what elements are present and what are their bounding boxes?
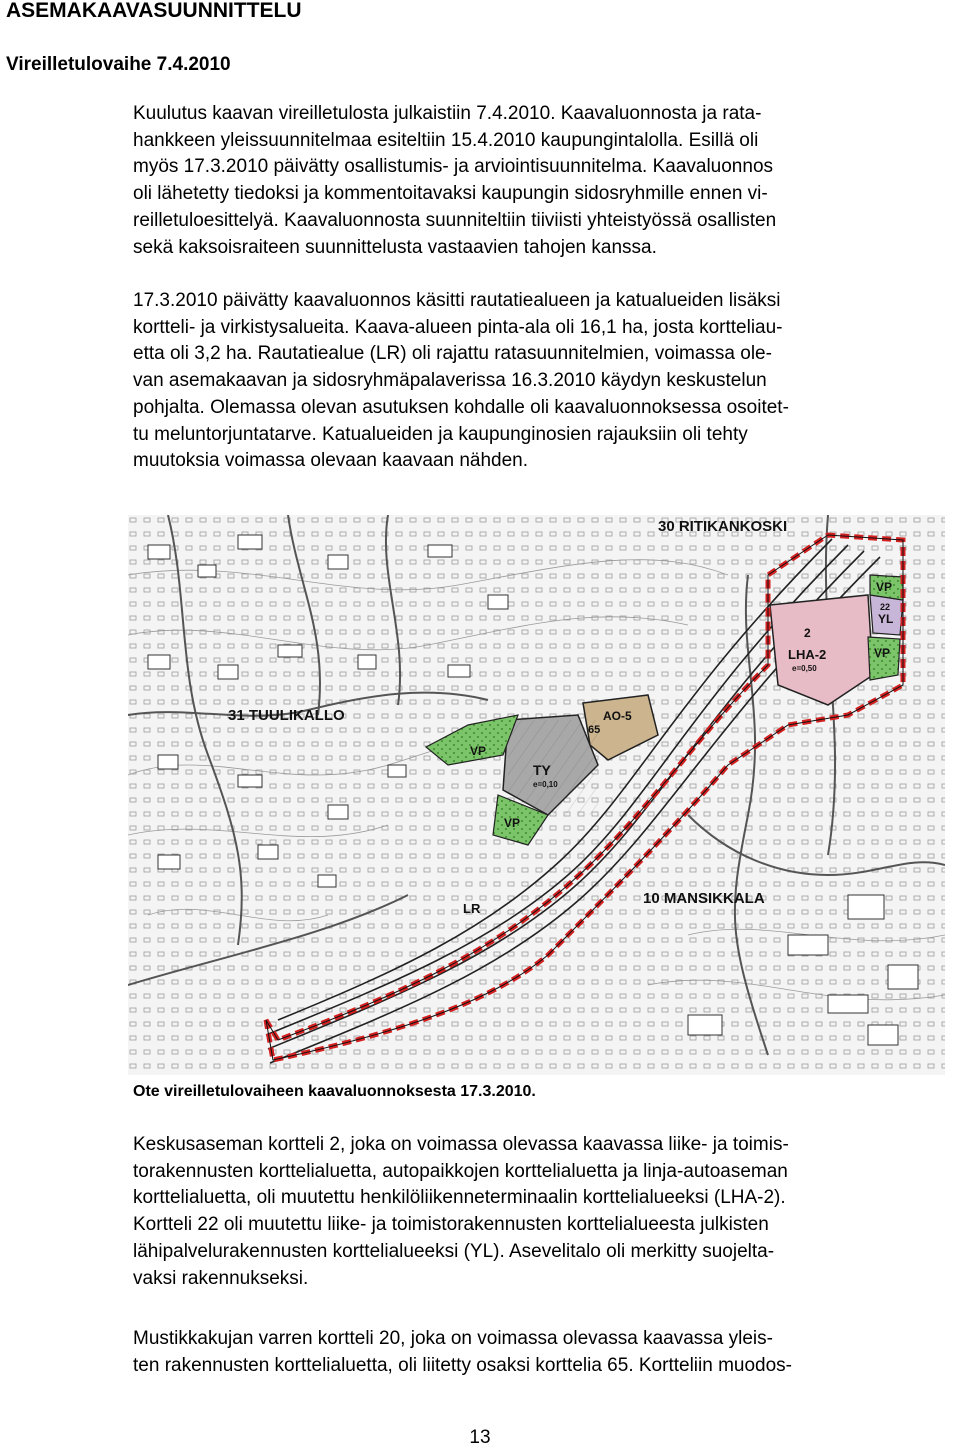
zone-label-vp-ne: VP — [876, 580, 893, 594]
district-label-mansikkala: 10 MANSIKKALA — [643, 890, 765, 907]
zone-label-lha2-efficiency: e=0,50 — [792, 664, 817, 673]
zone-label-ty: TY — [533, 762, 551, 778]
zone-label-lr: LR — [463, 901, 481, 916]
text-line: oli lähetetty tiedoksi ja kommentoitavaksi kaupungin sidosryhmille ennen vi- — [133, 183, 768, 205]
text-line: Mustikkakujan varren kortteli 20, joka on voimassa olevassa kaavassa yleis- — [133, 1328, 773, 1349]
text-line: Keskusaseman kortteli 2, joka on voimassa olevassa kaavassa liike- ja toimis- — [133, 1134, 789, 1155]
block-label-22: 22 — [880, 602, 891, 612]
zone-label-vp-east: VP — [874, 646, 891, 660]
zoning-plan-map — [128, 515, 945, 1075]
district-label-ritikankoski: 30 RITIKANKOSKI — [658, 518, 788, 535]
document-section-title: ASEMAKAAVASUUNNITTELU — [6, 0, 302, 22]
text-line: vaksi rakennukseksi. — [133, 1267, 309, 1289]
text-line: etta oli 3,2 ha. Rautatiealue (LR) oli rajattu ratasuunnitelmien, voimassa ole- — [133, 343, 772, 365]
zone-label-ty-efficiency: e=0,10 — [533, 780, 558, 789]
text-line: Kuulutus kaavan vireilletulosta julkaistiin 7.4.2010. Kaavaluonnosta ja rata- — [133, 103, 762, 124]
text-line: myös 17.3.2010 päivätty osallistumis- ja arviointisuunnitelma. Kaavaluonnos — [133, 156, 774, 178]
phase-heading: Vireilletulovaihe 7.4.2010 — [6, 54, 231, 75]
text-line: 17.3.2010 päivätty kaavaluonnos käsitti rautatiealueen ja katualueiden lisäksi — [133, 290, 781, 311]
text-line: hankkeen yleissuunnitelmaa esiteltiin 15.4.2010 kaupungintalolla. Esillä oli — [133, 129, 759, 151]
text-line: torakennusten korttelialuetta, autopaikkojen korttelialuetta ja linja-autoaseman — [133, 1160, 788, 1182]
text-line: muutoksia voimassa olevaan kaavaan nähden. — [133, 450, 529, 472]
zone-label-lha2: LHA-2 — [788, 647, 827, 662]
block-label-2: 2 — [804, 626, 811, 640]
text-line: tu meluntorjuntatarve. Katualueiden ja kaupunginosien rajauksiin oli tehty — [133, 423, 748, 445]
text-line: Kortteli 22 oli muutettu liike- ja toimistorakennusten korttelialueesta julkisten — [133, 1214, 769, 1236]
paragraph-announcement — [133, 101, 945, 261]
text-line: lähipalvelurakennusten korttelialueeksi (YL). Asevelitalo oli merkitty suojelta- — [133, 1240, 775, 1262]
paragraph-block-20 — [133, 1326, 945, 1379]
text-line: van asemakaavan ja sidosryhmäpalaverissa 16.3.2010 käydyn keskustelun — [133, 370, 767, 392]
paragraph-block-2 — [133, 1132, 945, 1292]
paragraph-draft-plan — [133, 288, 945, 475]
text-line: korttelialuetta, oli muutettu henkilöliikenneterminaalin korttelialueeksi (LHA-2). — [133, 1187, 786, 1209]
page-number: 13 — [469, 1427, 491, 1448]
map-caption: Ote vireilletulovaiheen kaavaluonnoksesta 17.3.2010. — [133, 1083, 536, 1100]
district-label-tuulikallo: 31 TUULIKALLO — [228, 707, 345, 724]
text-line: kortteli- ja virkistysalueita. Kaava-alueen pinta-ala oli 16,1 ha, josta kortteliau- — [133, 316, 783, 338]
block-label-65: 65 — [588, 724, 601, 736]
zone-label-yl: YL — [878, 612, 894, 626]
text-line: pohjalta. Olemassa olevan asutuksen kohdalle oli kaavaluonnoksessa osoitet- — [133, 396, 789, 418]
zone-label-vp-west: VP — [470, 744, 487, 758]
zone-label-ao5: AO-5 — [603, 709, 632, 723]
text-line: sekä kaksoisraiteen suunnittelusta vastaavien tahojen kanssa. — [133, 236, 657, 258]
zone-label-vp-south: VP — [504, 816, 521, 830]
text-line: ten rakennusten korttelialuetta, oli liitetty osaksi korttelia 65. Kortteliin muodos- — [133, 1354, 792, 1376]
text-line: reilletuloesittelyä. Kaavaluonnosta suunniteltiin tiiviisti yhteistyössä osallisten — [133, 209, 777, 231]
